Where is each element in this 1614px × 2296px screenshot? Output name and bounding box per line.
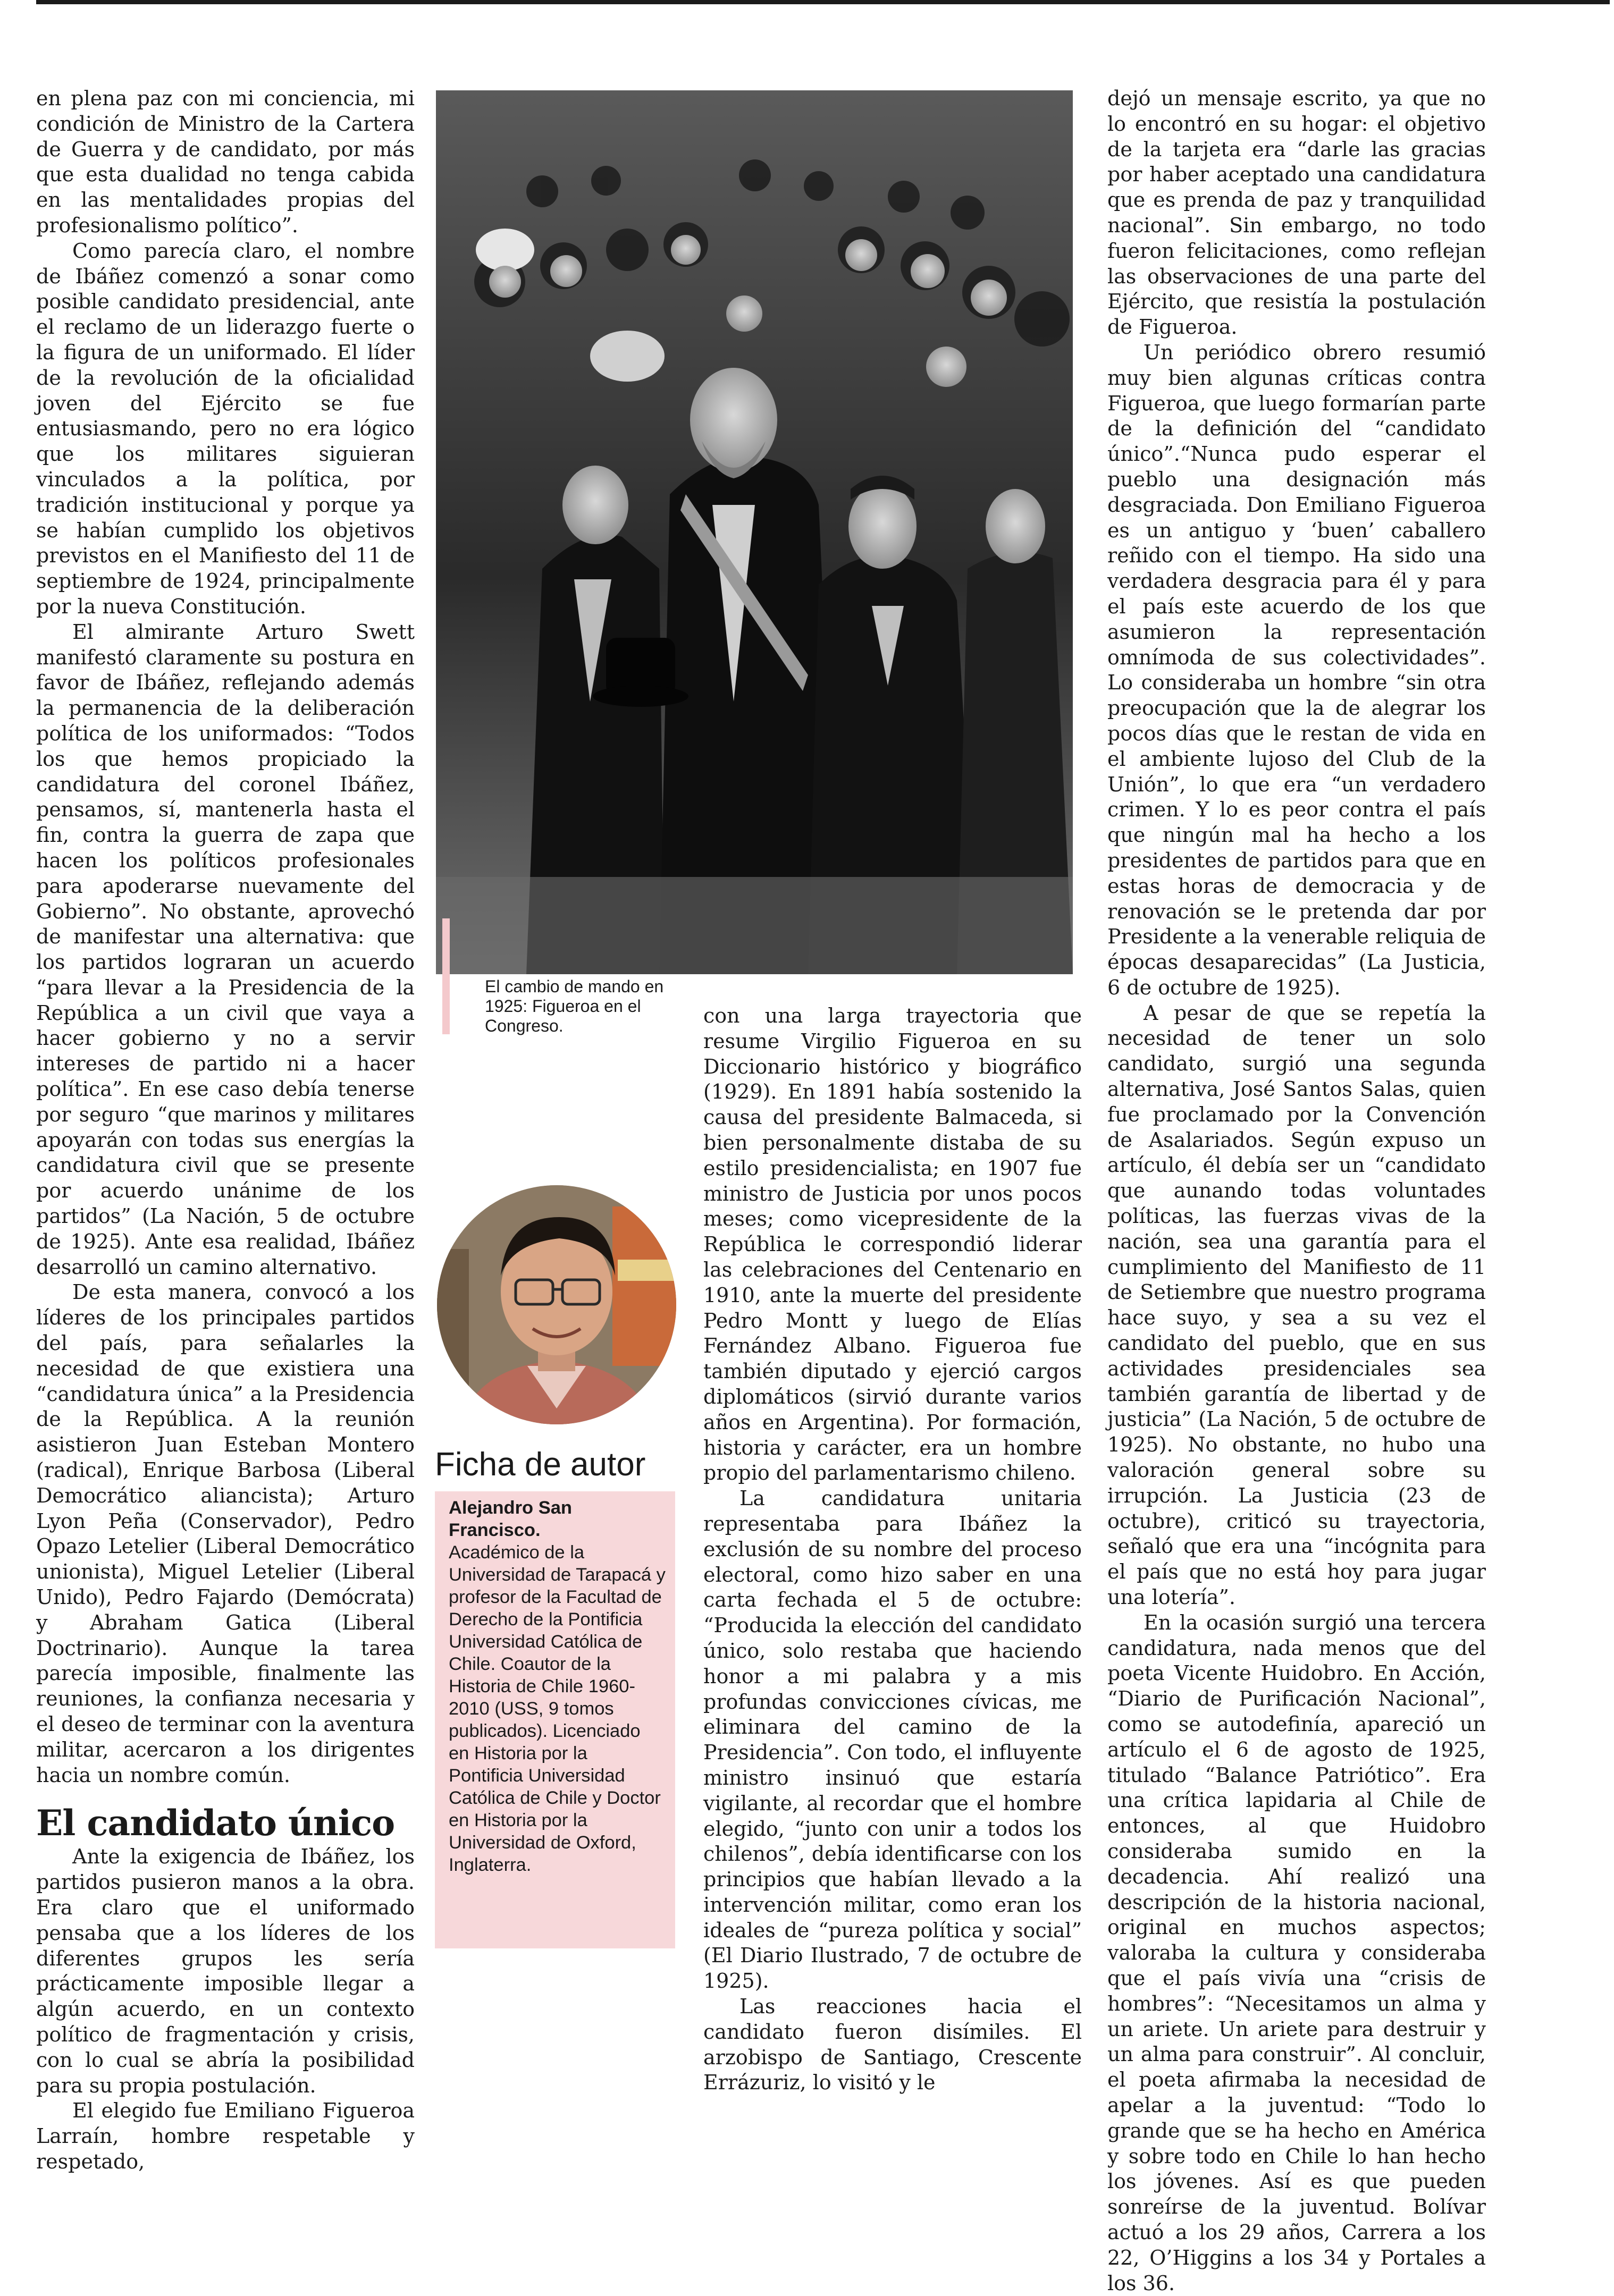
caption-accent-bar: [442, 918, 450, 1034]
paragraph: Ante la exigencia de Ibáñez, los partidos pusieron manos a la obra. Era claro que el uniformado pensaba que a los líderes de los diferentes grupos les sería prácticamente imposible llegar a algún acuerdo, en un contexto político de fragmentación y crisis, con lo cual se abría la posibilidad para su propia postulación.: [36, 1845, 415, 2097]
paragraph: A pesar de que se repetía la necesidad de tener un solo candidato, surgió una segunda alternativa, José Santos Salas, quien fue proclamado por la Convención de Asalariados. Según expuso un artículo, él debía ser un “candidato que aunando todas voluntades políticas, las fuerzas vivas de la nación, sea una garantía para el cumplimiento del Manifiesto de 11 de Setiembre que nuestro programa hace suyo, y sea a su vez el candidato del pueblo, que en sus actividades presidenciales sea también garantía de libertad y de justicia” (La Nación, 5 de octubre de 1925). No obstante, no hubo una valoración general sobre su irrupción. La Justicia (23 de octubre), criticó su trayectoria, señaló que era una “incógnita para el país que no está hoy para jugar una lotería”.: [1107, 1001, 1486, 1609]
historical-photo: [436, 90, 1073, 974]
author-portrait: [437, 1185, 676, 1424]
paragraph: El almirante Arturo Swett manifestó claramente su postura en favor de Ibáñez, reflejando además la permanencia de la deliberación política de los uniformados: “Todos los que hemos propiciado la candidatura del coronel Ibáñez, pensamos, sí, mantenerla hasta el fin, contra la guerra de zapa que hacen los políticos profesionales para apoderarse nuevamente del Gobierno”. No obstante, aprovechó de manifestar una alternativa: que los partidos lograran un acuerdo “para llevar a la Presidencia de la República a un civil que vaya a hacer gobierno y no a servir intereses de partido ni a hacer política”. En ese caso debía tenerse por seguro “que marinos y militares apoyarán con todas sus energías la candidatura civil que se presente por acuerdo unánime de los partidos” (La Nación, 5 de octubre de 1925). Ante esa realidad, Ibáñez desarrolló un camino alternativo.: [36, 620, 415, 1279]
paragraph: en plena paz con mi conciencia, mi condición de Ministro de la Cartera de Guerra y de candidato, por más que esta dualidad no tenga cabida en las mentalidades propias del profesionalismo político”.: [36, 87, 415, 237]
paragraph: con una larga trayectoria que resume Virgilio Figueroa en su Diccionario histórico y biográfico (1929). En 1891 había sostenido la causa del presidente Balmaceda, si bien personalmente distaba de su estilo presidencialista; en 1907 fue ministro de Justicia por unos pocos meses; como vicepresidente de la República le correspondió liderar las celebraciones del Centenario en 1910, ante la muerte del presidente Pedro Montt y luego de Elías Fernández Albano. Figueroa fue también diputado y ejerció cargos diplomáticos (sirvió durante varios años en Argentina). Por formación, historia y carácter, era un hombre propio del parlamentarismo chileno.: [703, 1004, 1082, 1485]
paragraph: Como parecía claro, el nombre de Ibáñez comenzó a sonar como posible candidato presidencial, ante el reclamo de un liderazgo fuerte o la figura de un uniformado. El líder de la revolución de la oficialidad joven del Ejército se fue entusiasmando, pero no era lógico que los militares siguieran vinculados a la política, por tradición institucional y porque ya se habían cumplido los objetivos previstos en el Manifiesto del 11 de septiembre de 1924, principalmente por la nueva Constitución.: [36, 239, 415, 618]
article-column-2: [703, 1003, 1082, 2096]
author-name: Alejandro San Francisco.: [449, 1498, 572, 1540]
paragraph: Las reacciones hacia el candidato fueron disímiles. El arzobispo de Santiago, Crescente Errázuriz, lo visitó y le: [703, 1995, 1082, 2095]
author-card: [435, 1491, 675, 1948]
paragraph: La candidatura unitaria representaba para Ibáñez la exclusión de su nombre del proceso electoral, como hizo saber en una carta fechada el 5 de octubre: “Producida la elección del candidato único, solo restaba que haciendo honor a mi palabra y a mis profundas convicciones cívicas, me eliminara del camino de la Presidencia”. Con todo, el influyente ministro insinuó que estaría vigilante, al recordar que el hombre elegido, “junto con unir a todos los chilenos”, debía identificarse con los principios que habían llevado a la intervención militar, como eran los ideales de “pureza política y social” (El Diario Ilustrado, 7 de octubre de 1925).: [703, 1487, 1082, 1993]
photo-caption: El cambio de mando en 1925: Figueroa en el Congreso.: [485, 977, 664, 1035]
author-bio: Académico de la Universidad de Tarapacá y profesor de la Facultad de Derecho de la Pontificia Universidad Católica de Chile. Coautor de la Historia de Chile 1960-2010 (USS, 9 tomos publicados). Licenciado en Historia por la Pontificia Universidad Católica de Chile y Doctor en Historia por la Universidad de Oxford, Inglaterra.: [449, 1542, 666, 1875]
paragraph: dejó un mensaje escrito, ya que no lo encontró en su hogar: el objetivo de la tarjeta era “darle las gracias por haber aceptado una candidatura que es prenda de paz y tranquilidad nacional”. Sin embargo, no todo fueron felicitaciones, como reflejan las observaciones de una parte del Ejército, que resistía la postulación de Figueroa.: [1107, 87, 1486, 339]
paragraph: El elegido fue Emiliano Figueroa Larraín, hombre respetable y respetado,: [36, 2099, 415, 2173]
article-column-1: [36, 86, 415, 2175]
photo-illustration: [436, 90, 1073, 974]
article-column-3: [1107, 86, 1486, 2296]
section-subheading: El candidato único: [36, 1802, 395, 1844]
author-photo-illustration: [437, 1185, 676, 1424]
paragraph: En la ocasión surgió una tercera candidatura, nada menos que del poeta Vicente Huidobro. En Acción, “Diario de Purificación Nacional”, como se autodefinía, apareció un artículo el 6 de agosto de 1925, titulado “Balance Patriótico”. Era una crítica lapidaria al Chile de entonces, al que Huidobro consideraba sumido en la decadencia. Ahí realizó una descripción de la historia nacional, original en muchos aspectos; valoraba la cultura y consideraba que el país vivía una “crisis de hombres”: “Necesitamos un alma y un ariete. Un ariete para destruir y un alma para construir”. Al concluir, el poeta afirmaba la necesidad de apelar a la juventud: “Todo lo grande que se ha hecho en América y sobre todo en Chile lo han hecho los jóvenes. Así es que pueden sonreírse de la juventud. Bolívar actuó a los 29 años, Carrera a los 22, O’Higgins a los 34 y Portales a los 36.: [1107, 1610, 1486, 2295]
top-rule: [36, 0, 1610, 4]
paragraph: De esta manera, convocó a los líderes de los principales partidos del país, para señalarles la necesidad de que existiera una “candidatura única” a la Presidencia de la República. A la reunión asistieron Juan Esteban Montero (radical), Enrique Barbosa (Liberal Democrático aliancista); Arturo Lyon Peña (Conservador), Pedro Opazo Letelier (Liberal Democrático unionista), Miguel Letelier (Liberal Unido), Pedro Fajardo (Demócrata) y Abraham Gatica (Liberal Doctrinario). Aunque la tarea parecía imposible, finalmente las reuniones, la confianza necesaria y el deseo de terminar con la aventura militar, acercaron a los dirigentes hacia un nombre común.: [36, 1280, 415, 1787]
author-card-heading: Ficha de autor: [435, 1446, 646, 1483]
paragraph: Un periódico obrero resumió muy bien algunas críticas contra Figueroa, que luego formarían parte de la definición del “candidato único”.“Nunca pudo esperar el pueblo una designación más desgraciada. Don Emiliano Figueroa es un antiguo y ‘buen’ caballero reñido con el tiempo. Ha sido una verdadera desgracia para él y para el país este acuerdo de los que asumieron la representación omnímoda de sus colectividades”. Lo consideraba un hombre “sin otra preocupación que la de alegrar los pocos días que le restan de vida en el ambiente lujoso del Club de la Unión”, lo que era “un verdadero crimen. Y lo es peor contra el país que ningún mal ha hecho a los presidentes de partidos para que en estas horas de democracia y de renovación se le pretenda dar por Presidente a la venerable reliquia de épocas desaparecidas” (La Justicia, 6 de octubre de 1925).: [1107, 340, 1486, 999]
